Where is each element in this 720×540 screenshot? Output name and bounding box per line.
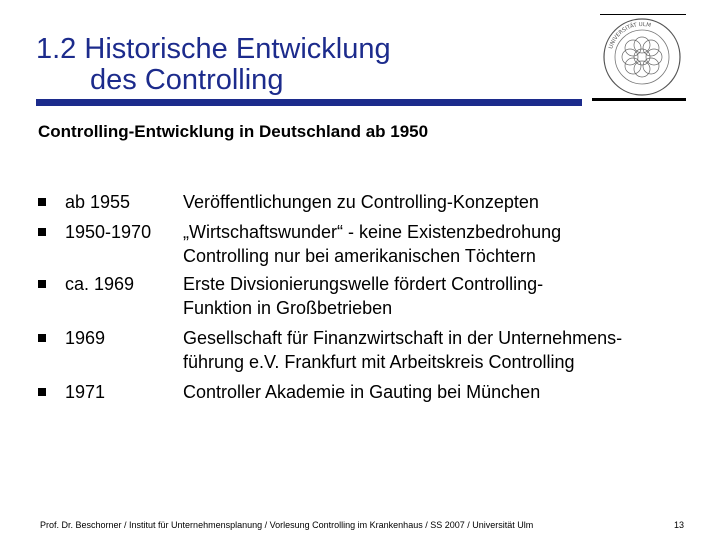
list-item <box>38 380 688 404</box>
bullet-square-icon <box>38 280 46 288</box>
description-line: Controlling nur bei amerikanischen Töchtern <box>183 246 536 266</box>
description-line: Veröffentlichungen zu Controlling-Konzepten <box>183 192 539 212</box>
timeline-year: 1971 <box>65 382 106 402</box>
title-underline <box>36 99 582 106</box>
bullet-square-icon <box>38 334 46 342</box>
timeline-description <box>183 326 688 374</box>
description-line: führung e.V. Frankfurt mit Arbeitskreis Controlling <box>183 352 575 372</box>
bullet-square-icon <box>38 388 46 396</box>
slide-title-line1: 1.2 Historische Entwicklung <box>36 33 391 65</box>
description-line: Controller Akademie in Gauting bei München <box>183 382 541 402</box>
slide-footer: Prof. Dr. Beschorner / Institut für Unternehmensplanung / Vorlesung Controlling im Krankenhaus / SS 2007 / Universität Ulm <box>40 520 534 530</box>
list-item <box>38 190 688 214</box>
seal-text: UNIVERSITÄT ULM <box>608 21 652 50</box>
timeline-year: 1950-1970 <box>65 222 152 242</box>
list-item <box>38 326 688 374</box>
logo-top-line <box>600 14 686 15</box>
slide-title <box>36 34 391 96</box>
description-line: Erste Divsionierungswelle fördert Controlling- <box>183 274 544 294</box>
timeline-year: ab 1955 <box>65 192 131 212</box>
timeline-year: ca. 1969 <box>65 274 135 294</box>
timeline-description <box>183 190 688 214</box>
description-line: Funktion in Großbetrieben <box>183 298 393 318</box>
timeline-year: 1969 <box>65 328 106 348</box>
section-subtitle: Controlling-Entwicklung in Deutschland ab 1950 <box>38 122 429 141</box>
university-logo <box>592 12 688 102</box>
page-number: 13 <box>674 520 685 530</box>
list-item <box>38 220 688 268</box>
timeline-description <box>183 272 688 320</box>
description-line: Gesellschaft für Finanzwirtschaft in der Unternehmens- <box>183 328 623 348</box>
logo-bottom-line <box>592 98 686 101</box>
bullet-square-icon <box>38 198 46 206</box>
description-line: „Wirtschaftswunder“ - keine Existenzbedrohung <box>183 222 562 242</box>
slide-title-line2: des Controlling <box>90 64 284 96</box>
list-item <box>38 272 688 320</box>
university-seal-icon <box>602 17 682 97</box>
timeline-description <box>183 380 688 404</box>
timeline-list <box>38 190 688 404</box>
timeline-description <box>183 220 688 268</box>
bullet-square-icon <box>38 228 46 236</box>
